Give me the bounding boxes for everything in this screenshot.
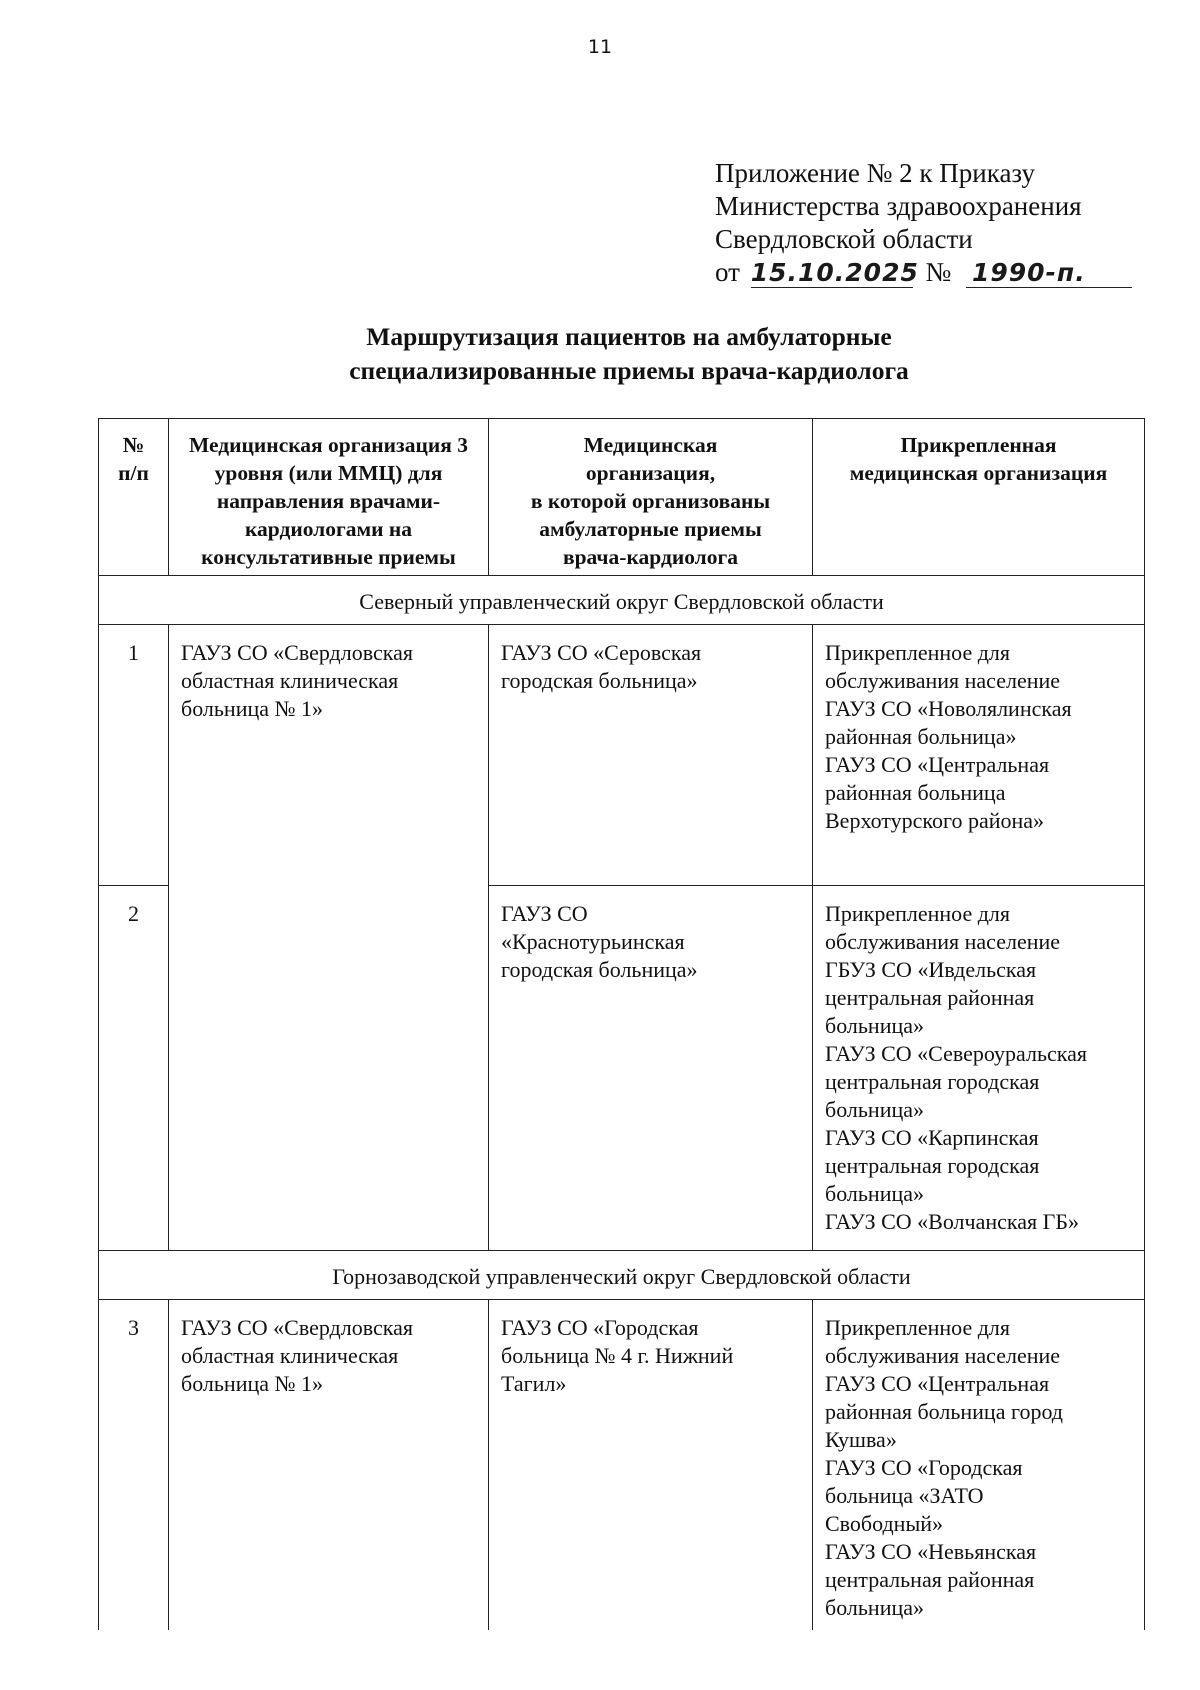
region-name: Горнозаводской управленческий округ Свердловской области [99,1251,1145,1300]
handwritten-order-number: 1990-п. [966,259,1132,288]
clinic-organization: ГАУЗ СО «Городская больница № 4 г. Нижний Тагил» [489,1300,813,1630]
handwritten-date: 15.10.2025 [750,258,919,287]
appendix-line-3: Свердловской области [715,224,973,254]
title-line-1: Маршрутизация пациентов на амбулаторные [366,322,892,351]
table-row [99,886,1145,1251]
clinic-organization: ГАУЗ СО «Краснотурьинская городская больница» [489,886,813,1251]
appendix-line-1: Приложение № 2 к Приказу [715,158,1036,188]
from-prefix: от [715,257,740,287]
clinic-organization: ГАУЗ СО «Серовская городская больница» [489,625,813,886]
appendix-block [715,157,1132,289]
table-header-row [99,419,1145,576]
attached-organization: Прикрепленное для обслуживания население ГБУЗ СО «Ивдельская центральная районная больница» ГАУЗ СО «Североуральская центральная городская больница» ГАУЗ СО «Карпинская центральная городская больница» ГАУЗ СО «Волчанская ГБ» [813,886,1145,1251]
referring-organization: ГАУЗ СО «Свердловская областная клиническая больница № 1» [169,1300,489,1630]
header-number: № п/п [99,419,169,576]
attached-organization: Прикрепленное для обслуживания население ГАУЗ СО «Новолялинская районная больница» ГАУЗ СО «Центральная районная больница Верхотурского района» [813,625,1145,886]
order-date-number-line [715,256,1132,289]
document-title [0,320,1200,388]
row-number: 3 [99,1300,169,1630]
row-number: 2 [99,886,169,1251]
region-row-north [99,576,1145,625]
table-row [99,1300,1145,1630]
referring-organization-merged [169,886,489,1251]
title-line-2: специализированные приемы врача-кардиолога [349,356,909,385]
attached-organization: Прикрепленное для обслуживания население ГАУЗ СО «Центральная районная больница город Кушва» ГАУЗ СО «Городская больница «ЗАТО Свободный» ГАУЗ СО «Невьянская центральная районная больница» [813,1300,1145,1630]
page-number: 11 [587,36,613,58]
row-number: 1 [99,625,169,886]
routing-table [98,418,1145,1630]
table-row [99,625,1145,886]
appendix-line-2: Министерства здравоохранения [715,191,1082,221]
referring-organization: ГАУЗ СО «Свердловская областная клиническая больница № 1» [169,625,489,886]
header-attached-organization: Прикрепленная медицинская организация [813,419,1145,576]
number-prefix: № [925,257,952,287]
region-row-gornozavodskoy [99,1251,1145,1300]
region-name: Северный управленческий округ Свердловской области [99,576,1145,625]
header-clinic-organization: Медицинская организация, в которой организованы амбулаторные приемы врача-кардиолога [489,419,813,576]
header-referring-organization: Медицинская организация 3 уровня (или ММЦ) для направления врачами- кардиологами на консультативные приемы [169,419,489,576]
